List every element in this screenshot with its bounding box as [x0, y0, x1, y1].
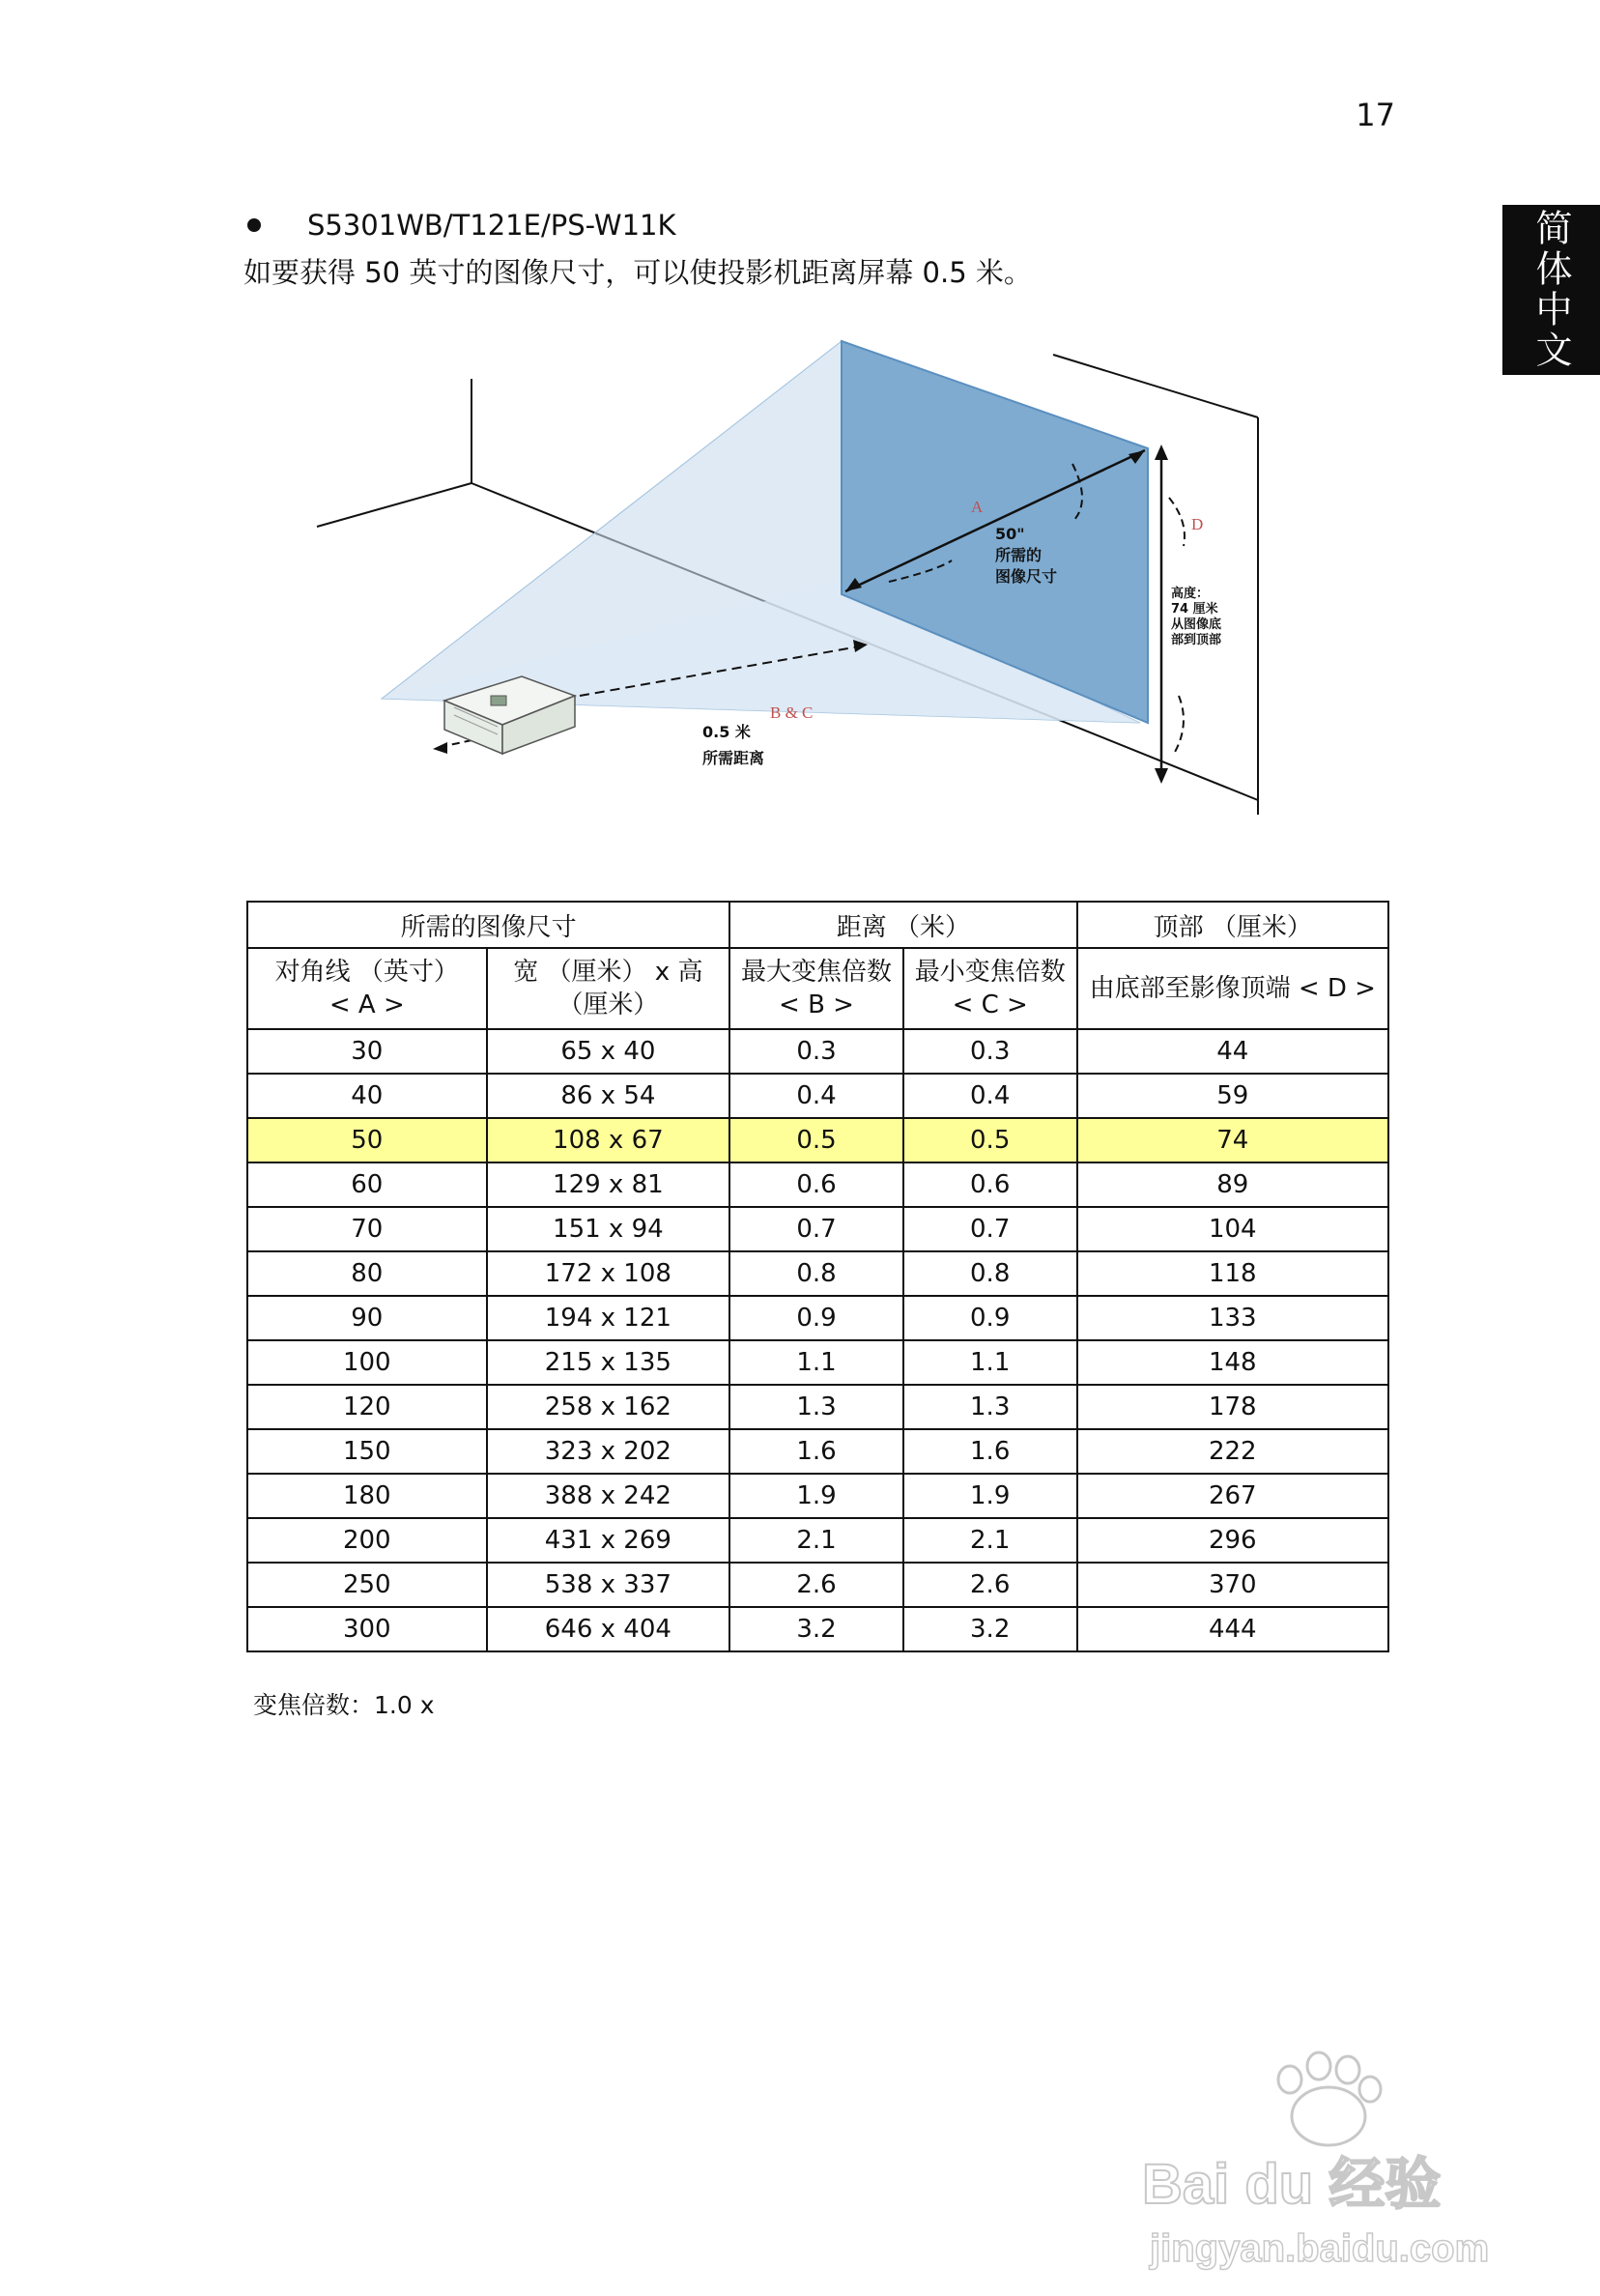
- cell-diagonal: 60: [247, 1162, 487, 1207]
- size-label-2: 所需的: [995, 546, 1043, 564]
- cell-min-zoom: 1.9: [903, 1474, 1077, 1518]
- cell-diagonal: 300: [247, 1607, 487, 1651]
- cell-top-height: 59: [1077, 1074, 1388, 1118]
- cell-top-height: 296: [1077, 1518, 1388, 1563]
- cell-top-height: 74: [1077, 1118, 1388, 1162]
- cell-max-zoom: 2.1: [729, 1518, 903, 1563]
- cell-max-zoom: 0.8: [729, 1251, 903, 1296]
- cell-top-height: 44: [1077, 1029, 1388, 1074]
- table-row: [247, 1074, 1388, 1118]
- cell-min-zoom: 0.8: [903, 1251, 1077, 1296]
- cell-width-height: 388 x 242: [487, 1474, 730, 1518]
- cell-diagonal: 30: [247, 1029, 487, 1074]
- cell-min-zoom: 2.1: [903, 1518, 1077, 1563]
- cell-width-height: 194 x 121: [487, 1296, 730, 1340]
- table-row: [247, 1385, 1388, 1429]
- cell-top-height: 148: [1077, 1340, 1388, 1385]
- column-header-row: [247, 948, 1388, 1029]
- table-row: [247, 1607, 1388, 1651]
- cell-max-zoom: 0.7: [729, 1207, 903, 1251]
- height-label-1: 高度：: [1171, 587, 1210, 601]
- cell-max-zoom: 2.6: [729, 1563, 903, 1607]
- distance-label-2: 所需距离: [702, 749, 765, 767]
- col-header-min-zoom: 最小变焦倍数 < C >: [903, 948, 1077, 1029]
- cell-diagonal: 200: [247, 1518, 487, 1563]
- cell-width-height: 151 x 94: [487, 1207, 730, 1251]
- bullet-icon: [247, 218, 261, 232]
- table-row: [247, 1118, 1388, 1162]
- cell-max-zoom: 1.9: [729, 1474, 903, 1518]
- language-tab: 简体中文: [1502, 205, 1600, 375]
- cell-max-zoom: 0.4: [729, 1074, 903, 1118]
- table-row: [247, 1207, 1388, 1251]
- cell-width-height: 172 x 108: [487, 1251, 730, 1296]
- cell-width-height: 258 x 162: [487, 1385, 730, 1429]
- cell-min-zoom: 1.6: [903, 1429, 1077, 1474]
- label-bc: B & C: [770, 703, 814, 722]
- cell-min-zoom: 1.1: [903, 1340, 1077, 1385]
- cell-width-height: 215 x 135: [487, 1340, 730, 1385]
- cell-max-zoom: 1.3: [729, 1385, 903, 1429]
- cell-diagonal: 40: [247, 1074, 487, 1118]
- cell-max-zoom: 0.6: [729, 1162, 903, 1207]
- cell-top-height: 178: [1077, 1385, 1388, 1429]
- cell-min-zoom: 2.6: [903, 1563, 1077, 1607]
- col-header-diagonal: 对角线 （英寸） < A >: [247, 948, 487, 1029]
- cell-top-height: 267: [1077, 1474, 1388, 1518]
- cell-width-height: 86 x 54: [487, 1074, 730, 1118]
- cell-min-zoom: 0.7: [903, 1207, 1077, 1251]
- label-a: A: [971, 498, 984, 516]
- size-label-3: 图像尺寸: [995, 567, 1058, 586]
- table-row: [247, 1162, 1388, 1207]
- table-body: [247, 1029, 1388, 1651]
- table-row: [247, 1029, 1388, 1074]
- zoom-footnote: 变焦倍数：1.0 x: [253, 1691, 435, 1719]
- cell-diagonal: 90: [247, 1296, 487, 1340]
- cell-min-zoom: 3.2: [903, 1607, 1077, 1651]
- cell-diagonal: 120: [247, 1385, 487, 1429]
- page-number: 17: [1356, 97, 1395, 133]
- cell-width-height: 65 x 40: [487, 1029, 730, 1074]
- table-row: [247, 1518, 1388, 1563]
- height-label-4: 部到顶部: [1171, 633, 1222, 647]
- cell-max-zoom: 3.2: [729, 1607, 903, 1651]
- group-header-top: 顶部 （厘米）: [1077, 902, 1388, 948]
- cell-diagonal: 70: [247, 1207, 487, 1251]
- label-d: D: [1191, 515, 1204, 533]
- cell-top-height: 104: [1077, 1207, 1388, 1251]
- cell-top-height: 89: [1077, 1162, 1388, 1207]
- table-row: [247, 1251, 1388, 1296]
- cell-min-zoom: 0.6: [903, 1162, 1077, 1207]
- throw-distance-table: [246, 901, 1389, 1652]
- model-heading: [247, 209, 676, 242]
- cell-top-height: 118: [1077, 1251, 1388, 1296]
- cell-top-height: 444: [1077, 1607, 1388, 1651]
- cell-min-zoom: 1.3: [903, 1385, 1077, 1429]
- cell-diagonal: 50: [247, 1118, 487, 1162]
- cell-diagonal: 150: [247, 1429, 487, 1474]
- cell-top-height: 133: [1077, 1296, 1388, 1340]
- cell-max-zoom: 0.9: [729, 1296, 903, 1340]
- height-label-3: 从图像底: [1171, 617, 1222, 632]
- cell-max-zoom: 0.5: [729, 1118, 903, 1162]
- cell-max-zoom: 1.6: [729, 1429, 903, 1474]
- cell-diagonal: 180: [247, 1474, 487, 1518]
- cell-width-height: 108 x 67: [487, 1118, 730, 1162]
- group-header-distance: 距离 （米）: [729, 902, 1076, 948]
- table-row: [247, 1563, 1388, 1607]
- intro-text: 如要获得 50 英寸的图像尺寸，可以使投影机距离屏幕 0.5 米。: [243, 256, 1032, 289]
- table-row: [247, 1429, 1388, 1474]
- cell-top-height: 222: [1077, 1429, 1388, 1474]
- cell-min-zoom: 0.9: [903, 1296, 1077, 1340]
- paw-logo-icon: [1278, 2052, 1381, 2145]
- cell-width-height: 538 x 337: [487, 1563, 730, 1607]
- cell-diagonal: 250: [247, 1563, 487, 1607]
- col-header-top-height: 由底部至影像顶端 < D >: [1077, 948, 1388, 1029]
- group-header-row: [247, 902, 1388, 948]
- cell-diagonal: 80: [247, 1251, 487, 1296]
- watermark-url: jingyan.baidu.com: [1150, 2227, 1490, 2270]
- cell-diagonal: 100: [247, 1340, 487, 1385]
- projection-diagram: [309, 329, 1275, 831]
- cell-min-zoom: 0.3: [903, 1029, 1077, 1074]
- col-header-width-height: 宽 （厘米） x 高 （厘米）: [487, 948, 730, 1029]
- cell-width-height: 431 x 269: [487, 1518, 730, 1563]
- group-header-image-size: 所需的图像尺寸: [247, 902, 729, 948]
- table-row: [247, 1474, 1388, 1518]
- watermark-brand: Bai du 经验: [1142, 2153, 1442, 2216]
- cell-top-height: 370: [1077, 1563, 1388, 1607]
- table-row: [247, 1340, 1388, 1385]
- baidu-watermark: [1121, 2049, 1527, 2290]
- cell-width-height: 129 x 81: [487, 1162, 730, 1207]
- cell-min-zoom: 0.4: [903, 1074, 1077, 1118]
- size-label-1: 50": [995, 525, 1025, 543]
- cell-min-zoom: 0.5: [903, 1118, 1077, 1162]
- cell-width-height: 323 x 202: [487, 1429, 730, 1474]
- height-label-2: 74 厘米: [1171, 602, 1218, 617]
- cell-max-zoom: 0.3: [729, 1029, 903, 1074]
- cell-width-height: 646 x 404: [487, 1607, 730, 1651]
- table-row: [247, 1296, 1388, 1340]
- distance-label-1: 0.5 米: [702, 723, 751, 741]
- cell-max-zoom: 1.1: [729, 1340, 903, 1385]
- model-name: S5301WB/T121E/PS-W11K: [307, 209, 676, 242]
- col-header-max-zoom: 最大变焦倍数 < B >: [729, 948, 903, 1029]
